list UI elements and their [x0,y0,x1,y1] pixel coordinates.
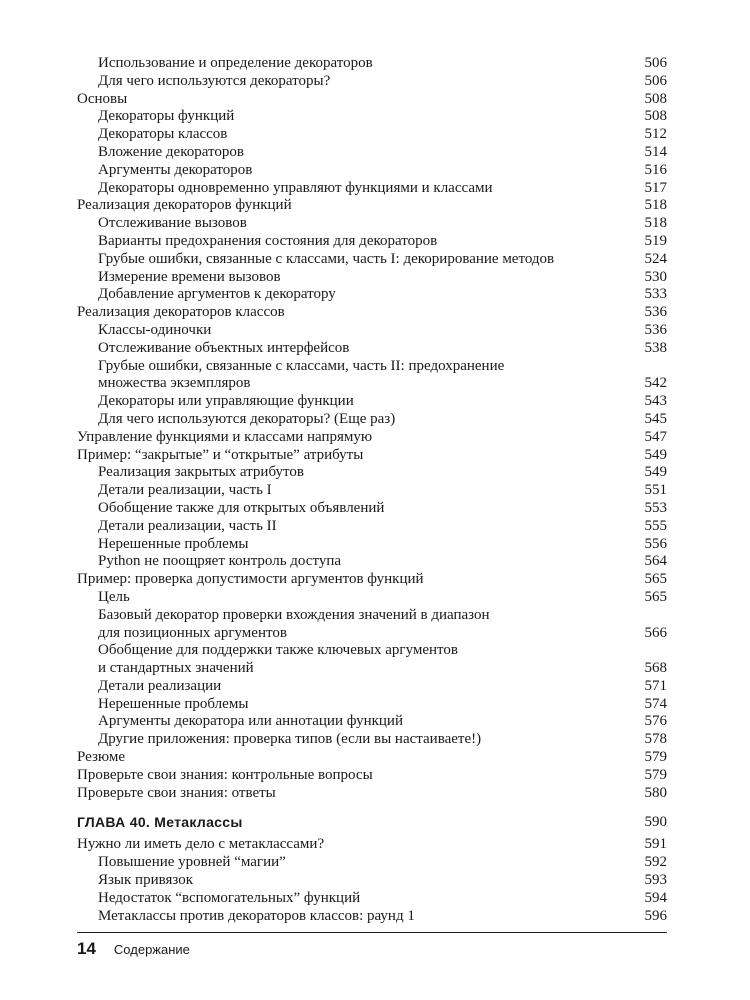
toc-entry [77,73,667,91]
toc-entry-title: Детали реализации [98,677,222,694]
toc-entry-page: 536 [644,304,667,321]
toc-entry-page: 576 [644,713,667,730]
toc-entry-page: 556 [644,535,667,552]
toc-entry-title: Декораторы одновременно управляют функциями и классами [98,179,493,196]
toc-entry-page: 512 [644,126,667,143]
toc-entry [77,180,667,198]
toc-entry [77,233,667,251]
toc-entry [77,749,667,767]
toc-entry-title: множества экземпляров [98,375,251,392]
toc-entry-page: 538 [644,339,667,356]
toc-entry [77,286,667,304]
toc-entry-title: Управление функциями и классами напрямую [77,428,373,445]
toc-entry-title: и стандартных значений [98,660,254,677]
toc-entry-page: 578 [644,731,667,748]
toc-entry [77,108,667,126]
toc-entry-page: 593 [644,872,667,889]
toc-entry-page: 542 [644,375,667,392]
toc-entry-title: Обобщение также для открытых объявлений [98,499,385,516]
toc-entry-title: Для чего используются декораторы? [98,72,331,89]
footer-divider [77,932,667,933]
toc-entry [77,625,667,643]
toc-entry [77,836,667,854]
toc-entry-title: Недостаток “вспомогательных” функций [98,889,361,906]
toc-entry-page: 517 [644,179,667,196]
toc-entry [77,269,667,287]
toc-entry [77,251,667,269]
toc-entry [77,304,667,322]
toc-entry-page: 553 [644,499,667,516]
toc-entry-title: Пример: проверка допустимости аргументов функций [77,571,424,588]
toc-entry [77,536,667,554]
toc-entry-title: Python не поощряет контроль доступа [98,553,342,570]
toc-entry [77,464,667,482]
toc-entry-page: 574 [644,695,667,712]
toc-entry [77,197,667,215]
toc-entry-page: 545 [644,410,667,427]
toc-entry [77,571,667,589]
toc-entry [77,872,667,890]
toc-entry-title: Реализация декораторов функций [77,197,292,214]
toc-entry-page: 555 [644,517,667,534]
toc-entry-title: Нерешенные проблемы [98,535,249,552]
toc-entry-page: 580 [644,784,667,801]
toc-entry [77,322,667,340]
toc-entry-page: 514 [644,143,667,160]
toc-entry [77,358,667,376]
toc-entry-title: Повышение уровней “магии” [98,854,286,871]
toc-entry-title: Реализация декораторов классов [77,304,285,321]
chapter-title: ГЛАВА 40. Метаклассы [77,814,243,831]
toc-entry [77,393,667,411]
toc-entry [77,144,667,162]
toc-entry-title: Декораторы функций [98,108,235,125]
toc-entry [77,607,667,625]
toc-entry [77,162,667,180]
toc-entry-page: 508 [644,90,667,107]
toc-entry-page: 518 [644,215,667,232]
toc-entry-title: Грубые ошибки, связанные с классами, часть I: декорирование методов [98,250,555,267]
toc-entry [77,91,667,109]
toc-entry-title: Детали реализации, часть II [98,517,277,534]
toc-entry-title: Реализация закрытых атрибутов [98,464,304,481]
toc-entry-title: для позиционных аргументов [98,624,287,641]
toc-entry-page: 551 [644,482,667,499]
toc-entry [77,785,667,803]
toc-entry [77,678,667,696]
toc-entry-title: Для чего используются декораторы? (Еще раз) [98,410,396,427]
toc-entry [77,482,667,500]
toc-entry-page: 508 [644,108,667,125]
toc-entry-title: Аргументы декораторов [98,161,253,178]
toc-entry-page: 579 [644,749,667,766]
toc-entry [77,854,667,872]
toc-entry-page: 566 [644,624,667,641]
toc-entry-page: 506 [644,55,667,71]
toc-entry-page: 547 [644,428,667,445]
toc-entry-page: 519 [644,232,667,249]
toc-entry-title: Декораторы классов [98,126,228,143]
toc-entry [77,589,667,607]
toc-entry-page: 549 [644,464,667,481]
toc-entry-title: Грубые ошибки, связанные с классами, часть II: предохранение [98,357,505,374]
toc-entry-page: 518 [644,197,667,214]
toc-entry-page: 516 [644,161,667,178]
toc-list-before [77,55,667,802]
toc-entry-page: 594 [644,889,667,906]
toc-entry-title: Другие приложения: проверка типов (если вы настаиваете!) [98,731,482,748]
toc-entry [77,375,667,393]
toc-entry-title: Цель [98,588,130,605]
toc-entry [77,55,667,73]
toc-entry-title: Аргументы декоратора или аннотации функций [98,713,403,730]
toc-entry-page: 549 [644,446,667,463]
toc-entry-title: Резюме [77,749,126,766]
toc-entry [77,553,667,571]
toc-entry-page: 533 [644,286,667,303]
toc-entry-title: Метаклассы против декораторов классов: раунд 1 [98,907,415,924]
toc-entry-title: Язык привязок [98,872,194,889]
toc-entry-page: 543 [644,393,667,410]
chapter-heading [77,812,667,832]
table-of-contents [77,55,667,925]
toc-entry-page: 596 [644,907,667,924]
page-footer [77,939,190,959]
chapter-page: 590 [644,814,667,831]
toc-entry-page: 524 [644,250,667,267]
toc-entry-page: 592 [644,854,667,871]
toc-entry-page: 536 [644,321,667,338]
toc-list-after [77,836,667,925]
toc-entry-title: Нужно ли иметь дело с метаклассами? [77,836,325,853]
toc-entry-title: Классы-одиночки [98,321,212,338]
toc-entry [77,500,667,518]
toc-entry-page: 530 [644,268,667,285]
toc-entry-title: Детали реализации, часть I [98,482,272,499]
toc-entry [77,890,667,908]
toc-entry-title: Основы [77,90,128,107]
toc-entry-title: Варианты предохранения состояния для декораторов [98,232,438,249]
footer-section-label: Содержание [113,942,190,957]
toc-entry [77,908,667,926]
toc-entry-title: Вложение декораторов [98,143,244,160]
toc-entry [77,447,667,465]
toc-entry-page: 591 [644,836,667,853]
toc-entry-title: Добавление аргументов к декоратору [98,286,336,303]
toc-entry [77,767,667,785]
toc-entry [77,411,667,429]
toc-entry-title: Обобщение для поддержки также ключевых аргументов [98,642,458,659]
toc-entry [77,340,667,358]
toc-entry [77,215,667,233]
toc-entry [77,518,667,536]
footer-page-number: 14 [77,939,96,958]
toc-entry-page: 568 [644,660,667,677]
toc-entry-title: Отслеживание вызовов [98,215,247,232]
toc-entry-page: 564 [644,553,667,570]
toc-entry-page: 565 [644,571,667,588]
toc-entry [77,429,667,447]
toc-entry-title: Проверьте свои знания: контрольные вопросы [77,766,373,783]
toc-entry-page: 506 [644,72,667,89]
toc-entry [77,731,667,749]
toc-entry-title: Нерешенные проблемы [98,695,249,712]
toc-entry-title: Отслеживание объектных интерфейсов [98,339,350,356]
toc-entry-page: 579 [644,766,667,783]
toc-entry [77,660,667,678]
toc-entry-page: 571 [644,677,667,694]
toc-entry [77,642,667,660]
toc-entry-title: Проверьте свои знания: ответы [77,784,276,801]
toc-entry [77,713,667,731]
toc-entry-title: Использование и определение декораторов [98,55,373,71]
toc-entry-title: Измерение времени вызовов [98,268,281,285]
toc-entry-title: Базовый декоратор проверки вхождения значений в диапазон [98,606,490,623]
toc-entry [77,126,667,144]
toc-entry [77,696,667,714]
toc-entry-title: Декораторы или управляющие функции [98,393,354,410]
toc-entry-page: 565 [644,588,667,605]
toc-entry-title: Пример: “закрытые” и “открытые” атрибуты [77,446,364,463]
